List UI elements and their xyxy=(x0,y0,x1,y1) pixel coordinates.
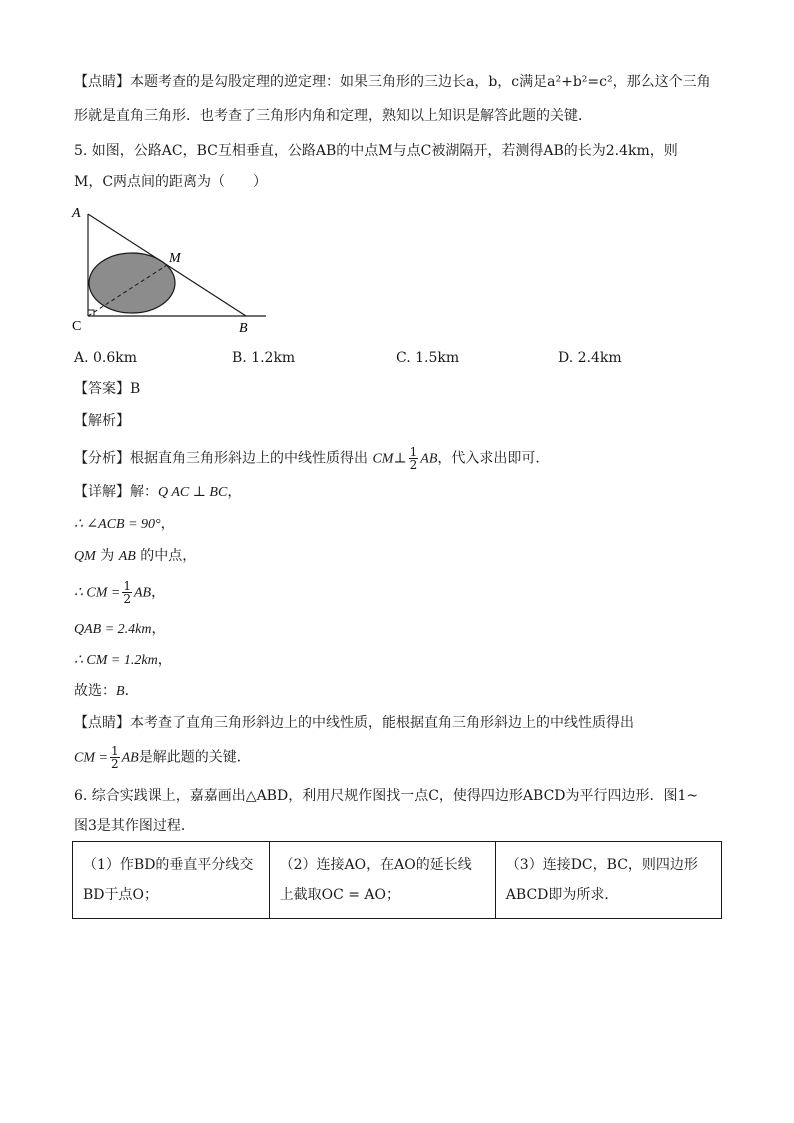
q6-stem-line-1: 6. 综合实践课上，嘉嘉画出△ABD，利用尺规作图找一点C，使得四边形ABCD为平行四边形．图1~ xyxy=(74,788,699,804)
step-5: ∴ CM = 1.2km， xyxy=(74,652,172,668)
answer-line xyxy=(74,379,140,399)
step-4: QAB = 2.4km， xyxy=(74,621,166,637)
label-m: M xyxy=(169,251,181,266)
analysis-text: 【分析】根据直角三角形斜边上的中线性质得出 xyxy=(74,450,368,467)
analysis-formula: CM⊥ xyxy=(372,451,407,467)
detail-formula: Q AC ⊥ BC xyxy=(158,485,228,500)
analysis-tag: 【解析】 xyxy=(74,413,130,429)
q5-stem-line-1: 5. 如图，公路AC，BC互相垂直，公路AB的中点M与点C被湖隔开，若测得AB的长为2.4km，则 xyxy=(74,143,678,159)
step-cell-1: （1）作BD的垂直平分线交 BD于点O； xyxy=(73,842,270,919)
q5-key-point-line-1: 【点睛】本考查了直角三角形斜边上的中线性质，能根据直角三角形斜边上的中线性质得出 xyxy=(74,715,634,731)
step-1: ∴ ∠ACB = 90°， xyxy=(74,516,175,532)
key-point-line-1: 【点睛】本题考查的是勾股定理的逆定理：如果三角形的三边长a，b，c满足a²+b²=c²，那么这个三角 xyxy=(74,74,711,90)
label-c: C xyxy=(72,319,82,334)
detail-line: 【详解】解：Q AC ⊥ BC， xyxy=(74,484,242,500)
analysis-line: 【分析】根据直角三角形斜边上的中线性质得出 CM⊥ $\frac{1}{2}$ AB，代入求出即可． xyxy=(74,445,550,472)
choice-line: 故选：B． xyxy=(74,683,139,699)
option-c: C. 1.5km xyxy=(396,350,460,366)
option-b: B. 1.2km xyxy=(232,350,296,366)
option-a: A. 0.6km xyxy=(74,350,138,366)
label-a: A xyxy=(72,206,81,221)
lake xyxy=(89,253,175,313)
step-cell-2: （2）连接AO，在AO的延长线 上截取OC = AO； xyxy=(269,842,495,919)
q5-figure xyxy=(68,198,278,338)
answer-tag: 【答案】 xyxy=(74,381,130,397)
option-d: D. 2.4km xyxy=(558,350,622,366)
step-cell-3: （3）连接DC，BC，则四边形 ABCD即为所求． xyxy=(495,842,721,919)
step-3: ∴ CM = $\frac{1}{2}$ AB， xyxy=(74,579,166,606)
construction-steps-table xyxy=(72,841,722,919)
step-2: QM 为 AB 的中点， xyxy=(74,548,197,564)
fraction-half: $\frac{1}{2}$ xyxy=(409,445,418,472)
fraction-half: $\frac{1}{2}$ xyxy=(123,579,131,606)
q5-stem-line-2: M，C两点间的距离为（ ） xyxy=(74,174,268,190)
detail-tag: 【详解】解： xyxy=(74,484,158,500)
key-point-line-2: 形就是直角三角形．也考查了三角形内角和定理，熟知以上知识是解答此题的关键． xyxy=(74,108,592,124)
label-b: B xyxy=(239,321,248,336)
q5-key-point-line-2: CM = $\frac{1}{2}$ AB是解此题的关键． xyxy=(74,744,251,771)
fraction-half: $\frac{1}{2}$ xyxy=(110,744,119,771)
q6-stem-line-2: 图3是其作图过程． xyxy=(74,818,195,834)
answer-value: B xyxy=(130,381,141,397)
